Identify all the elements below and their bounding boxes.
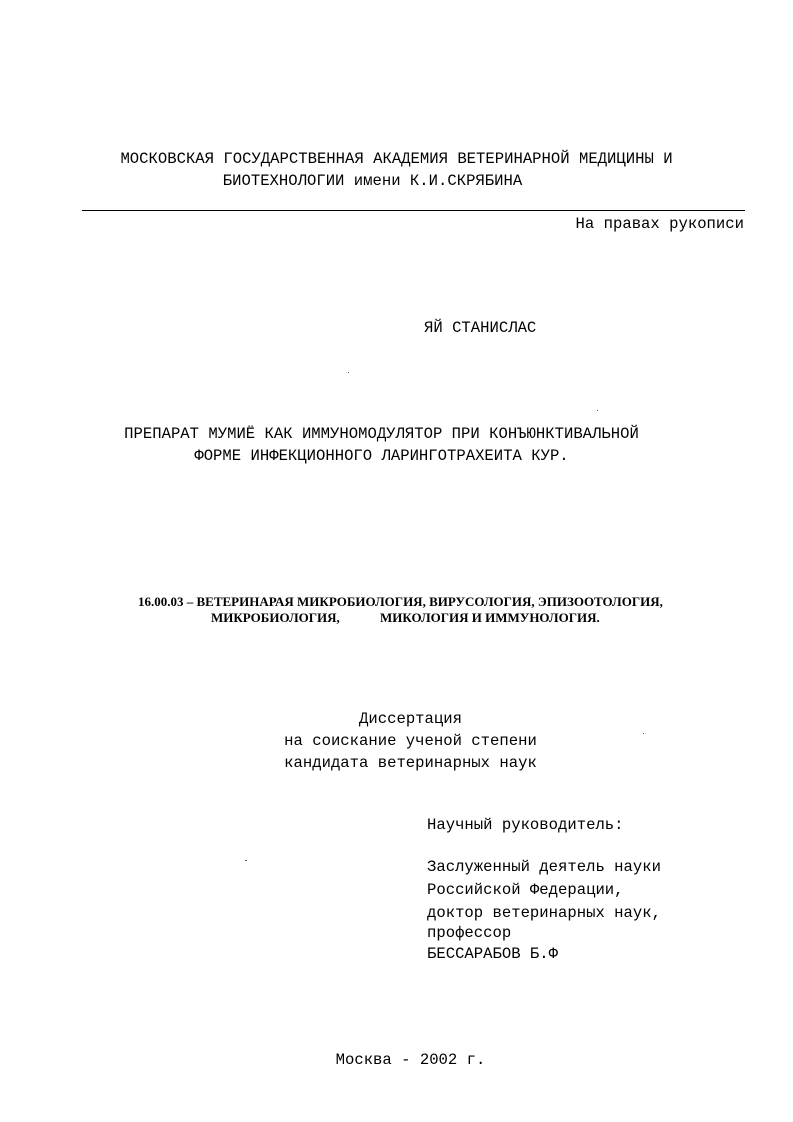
supervisor-title-line-1: Заслуженный деятель науки — [427, 858, 661, 876]
city-year: Москва - 2002 г. — [335, 1051, 486, 1069]
degree-line-3: кандидата ветеринарных наук — [284, 754, 537, 772]
supervisor-title-line-3: доктор ветеринарных наук, — [427, 904, 661, 922]
scan-speck — [245, 860, 247, 861]
supervisor-heading: Научный руководитель: — [427, 816, 624, 834]
scan-speck — [597, 410, 598, 411]
specialty-line-2a: МИКРОБИОЛОГИЯ, — [211, 610, 340, 625]
specialty-line-2b: МИКОЛОГИЯ И ИММУНОЛОГИЯ. — [380, 610, 600, 625]
supervisor-title-line-2: Российской Федерации, — [427, 881, 624, 899]
header-divider — [82, 210, 745, 211]
supervisor-title-line-4: профессор — [427, 924, 512, 942]
title-line-1: ПРЕПАРАТ МУМИЁ КАК ИММУНОМОДУЛЯТОР ПРИ КОНЪЮНКТИВАЛЬНОЙ — [124, 425, 639, 443]
degree-line-2: на соискание ученой степени — [284, 732, 537, 750]
scan-speck — [643, 733, 644, 734]
manuscript-note: На правах рукописи — [575, 215, 744, 233]
scan-speck — [348, 372, 349, 373]
institution-line-1: МОСКОВСКАЯ ГОСУДАРСТВЕННАЯ АКАДЕМИЯ ВЕТЕРИНАРНОЙ МЕДИЦИНЫ И — [120, 150, 673, 168]
author-name: ЯЙ СТАНИСЛАС — [424, 319, 537, 337]
degree-line-1: Диссертация — [359, 710, 462, 728]
specialty-line-1: 16.00.03 – ВЕТЕРИНАРАЯ МИКРОБИОЛОГИЯ, ВИРУСОЛОГИЯ, ЭПИЗООТОЛОГИЯ, — [138, 594, 663, 609]
title-line-2: ФОРМЕ ИНФЕКЦИОННОГО ЛАРИНГОТРАХЕИТА КУР. — [194, 447, 569, 465]
institution-line-2: БИОТЕХНОЛОГИИ имени К.И.СКРЯБИНА — [222, 172, 523, 190]
supervisor-name: БЕССАРАБОВ Б.Ф — [427, 945, 559, 963]
